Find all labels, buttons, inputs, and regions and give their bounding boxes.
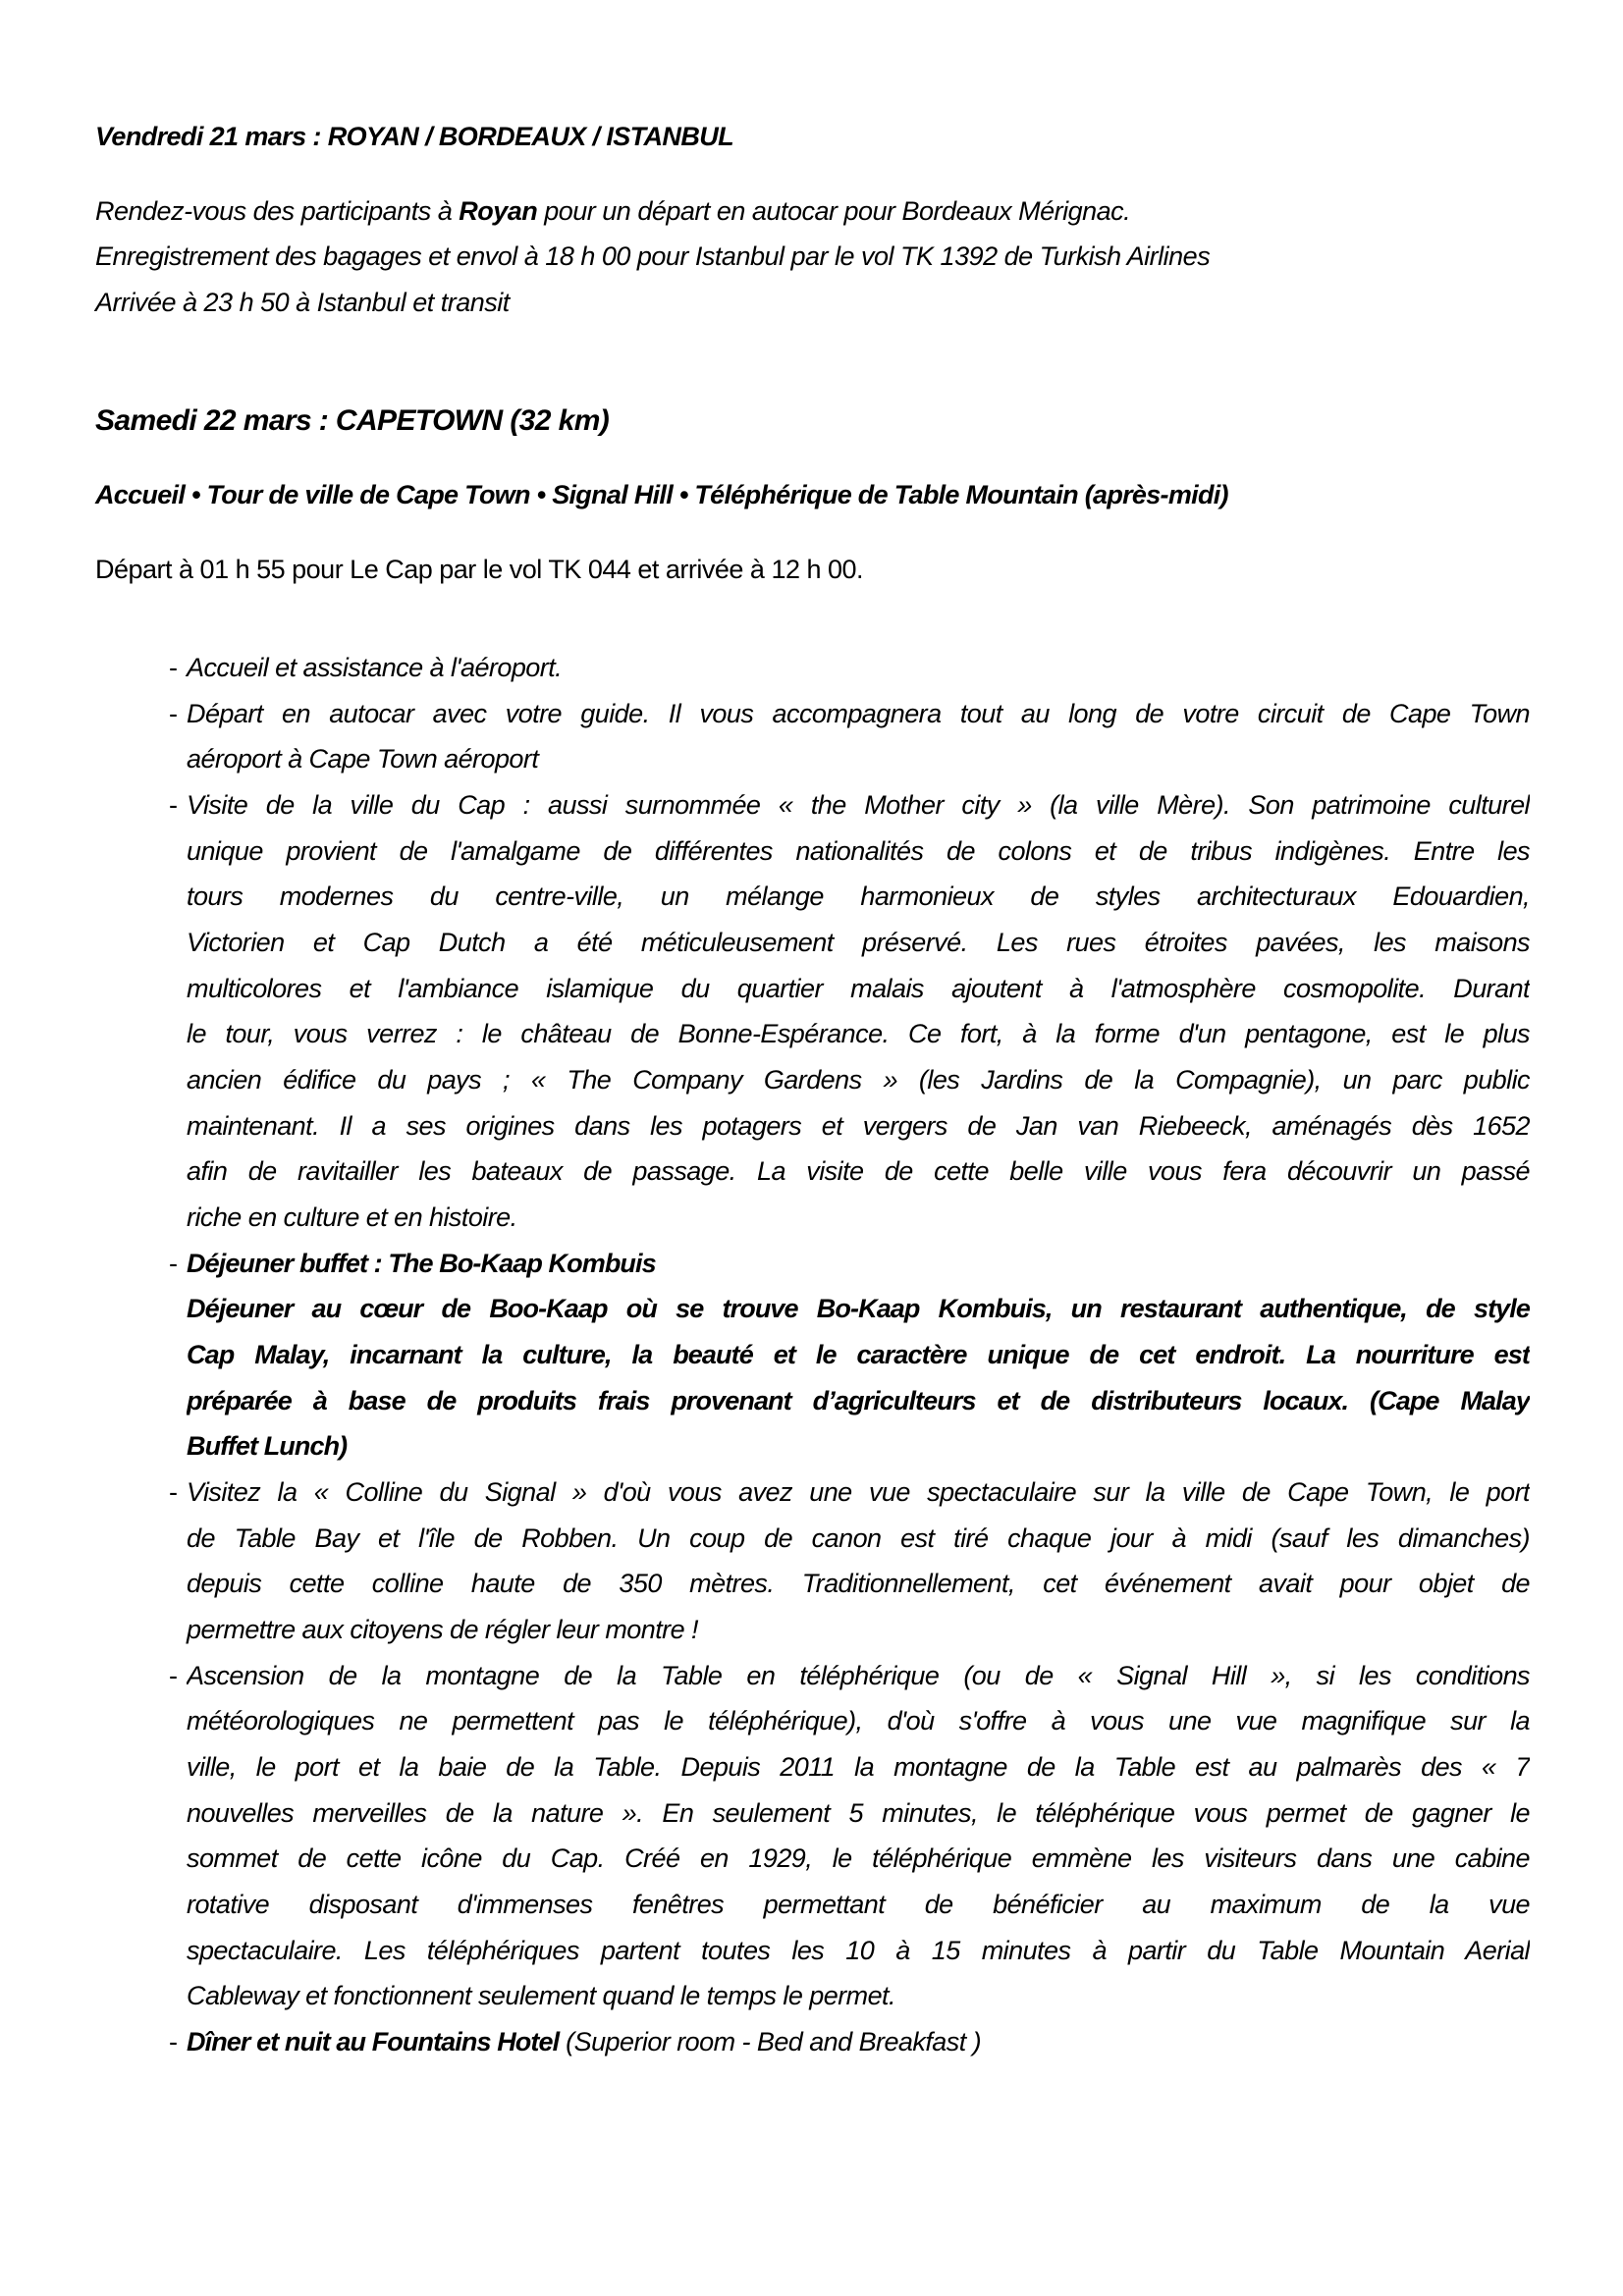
bullet-dash: - (169, 1249, 178, 1278)
day1-line-1 (95, 196, 1130, 227)
list-item-line: Cap Malay, incarnant la culture, la beauté et le caractère unique de cet endroit. La nourriture est (187, 1340, 1530, 1369)
list-item-line: rotative disposant d'immenses fenêtres permettant de bénéficier au maximum de la vue (187, 1890, 1530, 1919)
list-item-coach-departure: Départ en autocar avec votre guide. Il vous accompagnera tout au long de votre circuit de Cape Town (187, 699, 1530, 728)
royan-bold: Royan (459, 196, 538, 226)
text-run: Rendez-vous des participants à (95, 196, 460, 226)
list-item-signal-hill: Visitez la « Colline du Signal » d'où vous avez une vue spectaculaire sur la ville de Cape Town, le port (187, 1477, 1530, 1507)
list-item-line: sommet de cette icône du Cap. Créé en 1929, le téléphérique emmène les visiteurs dans une cabine (187, 1843, 1530, 1873)
list-item-airport-welcome: Accueil et assistance à l'aéroport. (187, 653, 563, 682)
list-item-line: maintenant. Il a ses origines dans les potagers et vergers de Jan van Riebeeck, aménagés dès 1652 (187, 1111, 1530, 1141)
room-type: (Superior room - Bed and Breakfast ) (559, 2027, 982, 2056)
list-item-line: riche en culture et en histoire. (187, 1202, 517, 1232)
list-item-line: Victorien et Cap Dutch a été méticuleusement préservé. Les rues étroites pavées, les maisons (187, 928, 1530, 957)
list-item-lunch-desc: Déjeuner au cœur de Boo-Kaap où se trouve Bo-Kaap Kombuis, un restaurant authentique, de style (187, 1294, 1530, 1323)
list-item-line: ancien édifice du pays ; « The Company Gardens » (les Jardins de la Compagnie), un parc public (187, 1065, 1530, 1095)
list-item-line: préparée à base de produits frais provenant d’agriculteurs et de distributeurs locaux. (Cape Malay (187, 1386, 1530, 1415)
list-item-line: unique provient de l'amalgame de différentes nationalités de colons et de tribus indigènes. Entre les (187, 836, 1530, 866)
bullet-dash: - (169, 1477, 178, 1507)
list-item-line: le tour, vous verrez : le château de Bonne-Espérance. Ce fort, à la forme d'un pentagone, est le plus (187, 1019, 1530, 1048)
bullet-dash: - (169, 790, 178, 820)
list-item-line: permettre aux citoyens de régler leur montre ! (187, 1615, 698, 1644)
day2-heading: Samedi 22 mars : CAPETOWN (32 km) (95, 404, 610, 437)
list-item-dinner-hotel (187, 2025, 1530, 2058)
list-item-lunch-title: Déjeuner buffet : The Bo-Kaap Kombuis (187, 1249, 656, 1278)
day2-intro: Départ à 01 h 55 pour Le Cap par le vol TK 044 et arrivée à 12 h 00. (95, 555, 864, 584)
hotel-name-bold: Dîner et nuit au Fountains Hotel (187, 2027, 560, 2056)
list-item-line: afin de ravitailler les bateaux de passage. La visite de cette belle ville vous fera découvrir un passé (187, 1156, 1530, 1186)
bullet-dash: - (169, 1661, 178, 1690)
day1-line-3: Arrivée à 23 h 50 à Istanbul et transit (95, 288, 510, 317)
day2-subtitle: Accueil • Tour de ville de Cape Town • Signal Hill • Téléphérique de Table Mountain (après-midi) (95, 480, 1228, 509)
list-item-line: depuis cette colline haute de 350 mètres. Traditionnellement, cet événement avait pour objet de (187, 1569, 1530, 1598)
list-item-table-mountain: Ascension de la montagne de la Table en téléphérique (ou de « Signal Hill », si les conditions (187, 1661, 1530, 1690)
bullet-dash: - (169, 699, 178, 728)
list-item-city-visit: Visite de la ville du Cap : aussi surnommée « the Mother city » (la ville Mère). Son patrimoine culturel (187, 790, 1530, 820)
list-item-line: tours modernes du centre-ville, un mélange harmonieux de styles architecturaux Edouardien, (187, 881, 1530, 911)
bullet-dash: - (169, 2027, 178, 2056)
list-item-line: Buffet Lunch) (187, 1431, 348, 1461)
day1-heading: Vendredi 21 mars : ROYAN / BORDEAUX / ISTANBUL (95, 122, 734, 151)
list-item-line: de Table Bay et l'île de Robben. Un coup de canon est tiré chaque jour à midi (sauf les dimanches) (187, 1523, 1530, 1553)
day1-line-2: Enregistrement des bagages et envol à 18 h 00 pour Istanbul par le vol TK 1392 de Turkish Airlines (95, 241, 1211, 271)
list-item-line: météorologiques ne permettent pas le téléphérique), d'où s'offre à vous une vue magnifique sur la (187, 1706, 1530, 1735)
list-item-line: aéroport à Cape Town aéroport (187, 744, 539, 774)
list-item-line: multicolores et l'ambiance islamique du quartier malais ajoutent à l'atmosphère cosmopolite. Durant (187, 974, 1530, 1003)
list-item-line: nouvelles merveilles de la nature ». En seulement 5 minutes, le téléphérique vous permet de gagner le (187, 1798, 1530, 1828)
list-item-line: Cableway et fonctionnent seulement quand le temps le permet. (187, 1981, 895, 2010)
list-item-line: ville, le port et la baie de la Table. Depuis 2011 la montagne de la Table est au palmarès des « 7 (187, 1752, 1530, 1782)
bullet-dash: - (169, 653, 178, 682)
list-item-line: spectaculaire. Les téléphériques partent toutes les 10 à 15 minutes à partir du Table Mountain Aerial (187, 1936, 1530, 1965)
text-run: pour un départ en autocar pour Bordeaux Mérignac. (537, 196, 1131, 226)
